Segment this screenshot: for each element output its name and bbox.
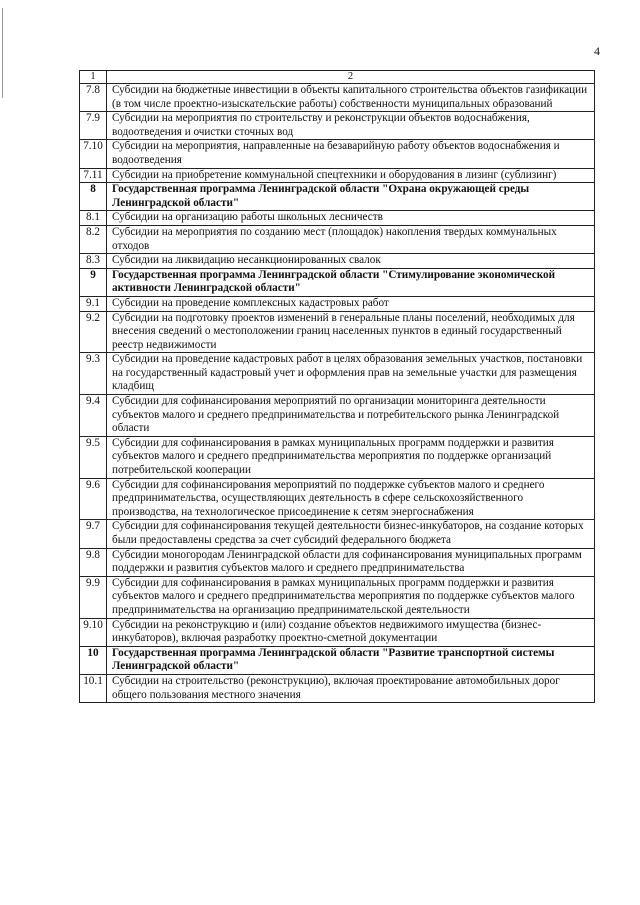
program-title: Государственная программа Ленинградской области "Охрана окружающей среды Ленинградской области": [107, 183, 595, 211]
row-number: 9.4: [80, 395, 107, 437]
table-row: [80, 478, 595, 520]
row-text: Субсидии для софинансирования мероприятий по поддержке субъектов малого и среднего предпринимательства, осуществляющих деятельность в сфере сельскохозяйственного производства, на технологическое присоединение к сетям энергоснабжения: [107, 478, 595, 520]
row-number: 8: [80, 183, 107, 211]
table-row: [80, 140, 595, 168]
program-row: [80, 268, 595, 296]
row-text: Субсидии моногородам Ленинградской области для софинансирования муниципальных программ поддержки и развития субъектов малого и среднего предпринимательства: [107, 548, 595, 576]
row-text: Субсидии на бюджетные инвестиции в объекты капитального строительства объектов газификации (в том числе проектно-изыскательские работы) собственности муниципальных образований: [107, 84, 595, 112]
row-number: 10.1: [80, 674, 107, 702]
row-number: 7.8: [80, 84, 107, 112]
row-number: 7.9: [80, 112, 107, 140]
table-row: [80, 353, 595, 395]
table-row: [80, 436, 595, 478]
table-row: [80, 395, 595, 437]
program-title: Государственная программа Ленинградской области "Стимулирование экономической активности Ленинградской области": [107, 268, 595, 296]
row-text: Субсидии на строительство (реконструкцию), включая проектирование автомобильных дорог общего пользования местного значения: [107, 674, 595, 702]
table-header-row: [80, 71, 595, 84]
row-number: 9.7: [80, 520, 107, 548]
row-number: 7.11: [80, 168, 107, 183]
row-text: Субсидии на проведение кадастровых работ в целях образования земельных участков, постановки на государственный кадастровый учет и оформления прав на земельные участки для размещения кладбищ: [107, 353, 595, 395]
row-text: Субсидии на мероприятия по строительству и реконструкции объектов водоснабжения, водоотведения и очистки сточных вод: [107, 112, 595, 140]
row-number: 9.2: [80, 311, 107, 353]
row-number: 9: [80, 268, 107, 296]
row-text: Субсидии на мероприятия, направленные на безаварийную работу объектов водоснабжения и водоотведения: [107, 140, 595, 168]
table-row: [80, 225, 595, 253]
program-row: [80, 183, 595, 211]
row-number: 9.9: [80, 576, 107, 618]
row-text: Субсидии для софинансирования в рамках муниципальных программ поддержки и развития субъектов малого и среднего предпринимательства мероприятия по поддержке субъектов малого предпринимательства на организацию предпринимательской деятельности: [107, 576, 595, 618]
row-text: Субсидии на реконструкцию и (или) создание объектов недвижимого имущества (бизнес-инкубаторов), включая разработку проектно-сметной документации: [107, 618, 595, 646]
row-number: 8.2: [80, 225, 107, 253]
row-text: Субсидии на проведение комплексных кадастровых работ: [107, 296, 595, 311]
row-number: 9.3: [80, 353, 107, 395]
row-number: 9.6: [80, 478, 107, 520]
row-number: 9.10: [80, 618, 107, 646]
table-row: [80, 311, 595, 353]
table-row: [80, 296, 595, 311]
header-col-2: 2: [107, 71, 595, 84]
table-row: [80, 548, 595, 576]
table-row: [80, 674, 595, 702]
row-text: Субсидии на мероприятия по созданию мест (площадок) накопления твердых коммунальных отходов: [107, 225, 595, 253]
subsidy-table: [79, 70, 595, 703]
subsidy-table-body: [80, 71, 595, 703]
row-text: Субсидии на организацию работы школьных лесничеств: [107, 211, 595, 226]
table-row: [80, 520, 595, 548]
table-row: [80, 168, 595, 183]
table-row: [80, 618, 595, 646]
program-title: Государственная программа Ленинградской области "Развитие транспортной системы Ленинградской области": [107, 646, 595, 674]
row-text: Субсидии на приобретение коммунальной спецтехники и оборудования в лизинг (сублизинг): [107, 168, 595, 183]
page-edge-mark: [2, 8, 3, 98]
row-text: Субсидии для софинансирования текущей деятельности бизнес-инкубаторов, на создание которых были предоставлены средства за счет субсидий федерального бюджета: [107, 520, 595, 548]
row-number: 8.1: [80, 211, 107, 226]
page-number: 4: [594, 44, 600, 58]
table-row: [80, 254, 595, 269]
row-number: 7.10: [80, 140, 107, 168]
row-text: Субсидии на подготовку проектов изменений в генеральные планы поселений, необходимых для внесения сведений о местоположении границ населенных пунктов в единый государственный реестр недвижимости: [107, 311, 595, 353]
row-number: 9.5: [80, 436, 107, 478]
table-row: [80, 576, 595, 618]
header-col-1: 1: [80, 71, 107, 84]
row-number: 10: [80, 646, 107, 674]
program-row: [80, 646, 595, 674]
row-number: 9.8: [80, 548, 107, 576]
row-text: Субсидии для софинансирования в рамках муниципальных программ поддержки и развития субъектов малого и среднего предпринимательства мероприятия по поддержке организаций потребительской кооперации: [107, 436, 595, 478]
table-row: [80, 211, 595, 226]
row-text: Субсидии для софинансирования мероприятий по организации мониторинга деятельности субъектов малого и среднего предпринимательства и потребительского рынка Ленинградской области: [107, 395, 595, 437]
row-text: Субсидии на ликвидацию несанкционированных свалок: [107, 254, 595, 269]
row-number: 9.1: [80, 296, 107, 311]
table-row: [80, 112, 595, 140]
table-row: [80, 84, 595, 112]
row-number: 8.3: [80, 254, 107, 269]
